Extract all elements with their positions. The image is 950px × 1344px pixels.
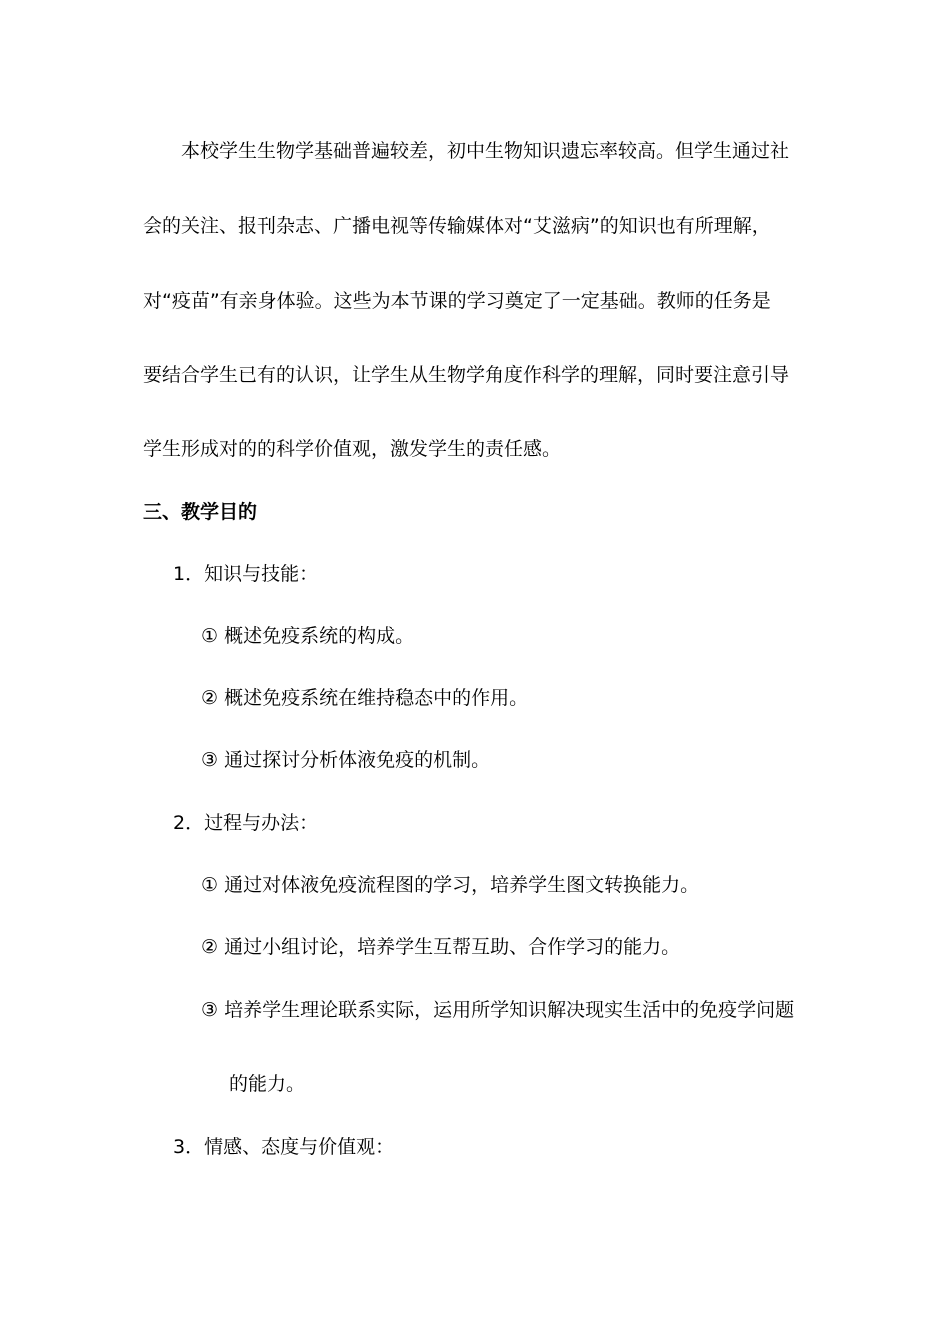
goal-1-item-1: ① 概述免疫系统的构成。 xyxy=(201,625,415,647)
intro-line-3: 对“疫苗”有亲身体验。这些为本节课的学习奠定了一定基础。教师的任务是 xyxy=(143,290,771,312)
section-heading: 三、教学目的 xyxy=(143,501,258,523)
goal-1-title: 1．知识与技能： xyxy=(173,563,319,585)
intro-line-1: 本校学生生物学基础普遍较差，初中生物知识遗忘率较高。但学生通过社 xyxy=(181,140,790,162)
goal-1-item-3: ③ 通过探讨分析体液免疫的机制。 xyxy=(201,749,491,771)
intro-line-5: 学生形成对的的科学价值观，激发学生的责任感。 xyxy=(143,438,562,460)
intro-line-4: 要结合学生已有的认识，让学生从生物学角度作科学的理解，同时要注意引导 xyxy=(143,364,790,386)
goal-1-item-2: ② 概述免疫系统在维持稳态中的作用。 xyxy=(201,687,529,709)
goal-2-item-3: ③ 培养学生理论联系实际，运用所学知识解决现实生活中的免疫学问题 xyxy=(201,999,795,1021)
intro-line-2: 会的关注、报刊杂志、广播电视等传输媒体对“艾滋病”的知识也有所理解， xyxy=(143,215,771,237)
goal-2-item-1: ① 通过对体液免疫流程图的学习，培养学生图文转换能力。 xyxy=(201,874,700,896)
goal-3-title: 3．情感、态度与价值观： xyxy=(173,1136,395,1158)
goal-2-item-3-continuation: 的能力。 xyxy=(229,1073,306,1095)
goal-2-item-2: ② 通过小组讨论，培养学生互帮互助、合作学习的能力。 xyxy=(201,936,681,958)
goal-2-title: 2．过程与办法： xyxy=(173,812,319,834)
